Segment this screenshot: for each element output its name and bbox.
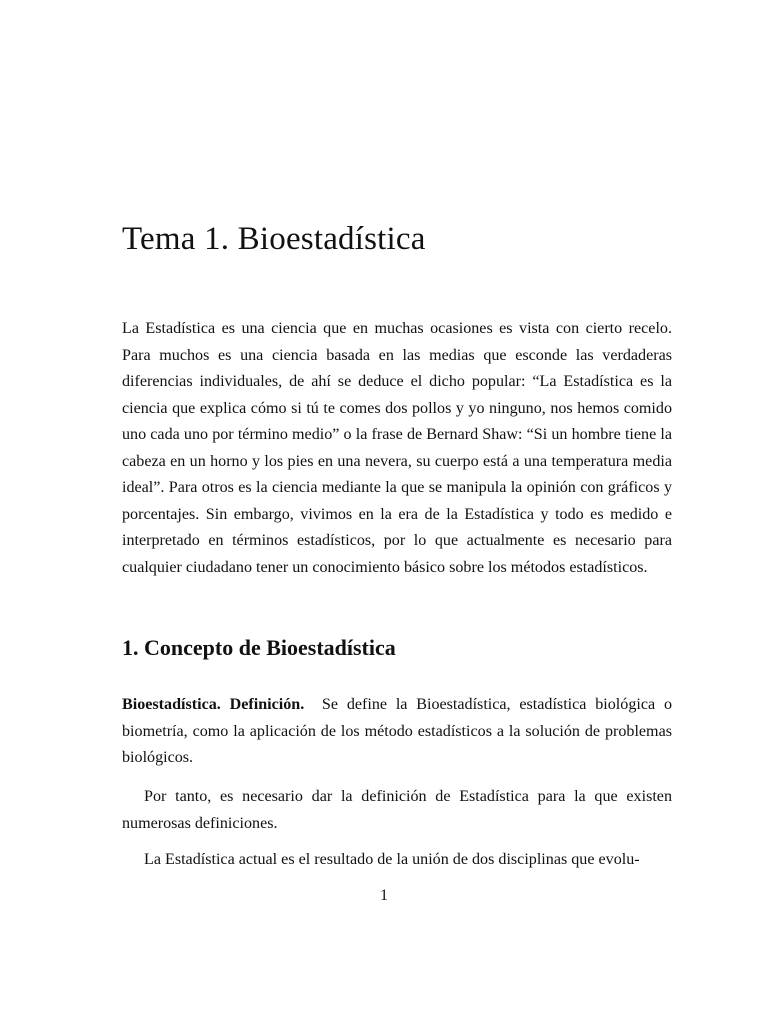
definition-paragraph [122, 692, 672, 772]
definition-heading: Bioestadística. Definición. [122, 696, 305, 713]
chapter-title: Tema 1. Bioestadística [122, 221, 426, 257]
body-paragraph-3: La Estadística actual es el resultado de la unión de dos disciplinas que evolu- [144, 851, 640, 868]
section-title: 1. Concepto de Bioestadística [122, 635, 396, 660]
definition-text: Se define la Bioestadística, estadística biológica o biometría, como la aplicación de los método estadísticos a la solución de problemas biológicos. [122, 696, 672, 766]
intro-paragraph: La Estadística es una ciencia que en muchas ocasiones es vista con cierto recelo. Para muchos es una ciencia basada en las medias que esconde las verdaderas diferencias individuales, de ahí se deduce el dicho popular: “La Estadística es la ciencia que explica cómo si tú te comes dos pollos y yo ninguno, nos hemos comido uno cada uno por término medio” o la frase de Bernard Shaw: “Si un hombre tiene la cabeza en un horno y los pies en una nevera, su cuerpo está a una temperatura media ideal”. Para otros es la ciencia mediante la que se manipula la opinión con gráficos y porcentajes. Sin embargo, vivimos en la era de la Estadística y todo es medido e interpretado en términos estadísticos, por lo que actualmente es necesario para cualquier ciudadano tener un conocimiento básico sobre los métodos estadísticos. [122, 320, 672, 576]
body-paragraph-2: Por tanto, es necesario dar la definición de Estadística para la que existen numerosas definiciones. [122, 788, 672, 832]
page-number: 1 [380, 887, 388, 904]
